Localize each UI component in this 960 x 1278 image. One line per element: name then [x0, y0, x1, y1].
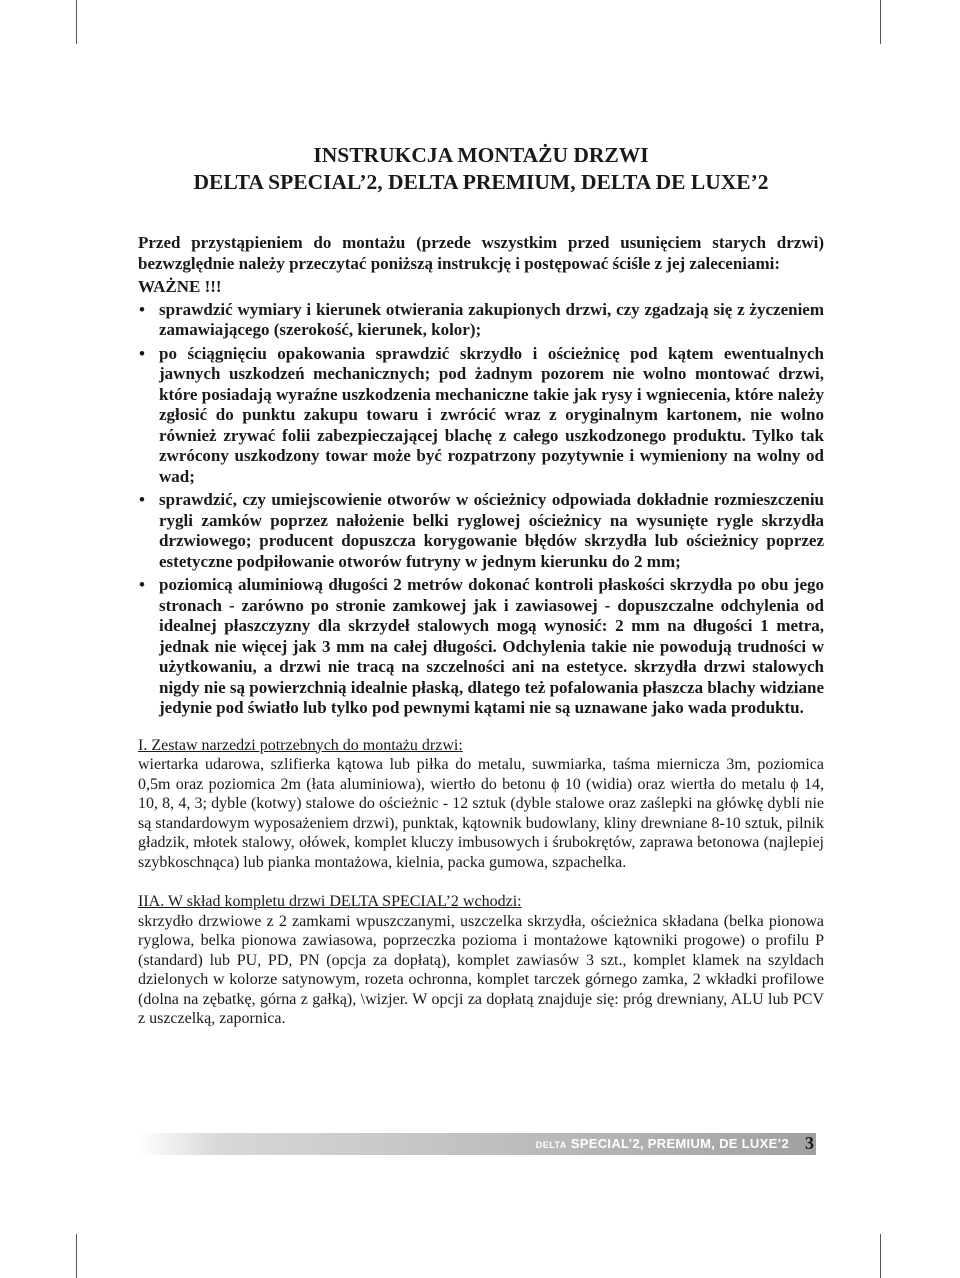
checklist — [138, 300, 824, 719]
bullet-icon: • — [139, 299, 145, 319]
title-line-1: INSTRUKCJA MONTAŻU DRZWI — [313, 143, 649, 167]
footer-brand: DELTA — [535, 1140, 567, 1150]
list-item — [138, 344, 824, 488]
bullet-icon: • — [139, 575, 145, 594]
list-item — [138, 575, 824, 719]
crop-mark — [76, 0, 77, 44]
bullet-icon: • — [139, 343, 145, 363]
tools-body: wiertarka udarowa, szlifierka kątowa lub piłka do metalu, suwmiarka, taśma miernicza 3m, poziomica 0,5m oraz poziomica 2m (łata aluminiowa), wiertło do betonu ϕ 10 (widia) oraz wiertła do metalu ϕ 14, 10, 8, 4, 3; dyble (kotwy) stalowe do ościeżnic - 12 sztuk (dyble stalowe oraz zaślepki na główkę dybli nie są standardowym wyposażeniem drzwi), punktak, kątownik budowlany, kliny drewniane 8-10 sztuk, pilnik gładzik, młotek stalowy, ołówek, komplet kluczy imbusowych i śrubokrętów, zaprawa betonowa (najlepiej szybkoschnąca) lub pianka montażowa, kielnia, packa gumowa, szpachelka. — [138, 756, 824, 871]
list-item-text: sprawdzić wymiary i kierunek otwierania zakupionych drzwi, czy zgadzają się z życzeniem zamawiającego (szerokość, kierunek, kolor); — [159, 299, 824, 339]
kit-contents-body: skrzydło drzwiowe z 2 zamkami wpuszczanymi, uszczelka skrzydła, ościeżnica składana (belka pionowa ryglowa, belka pionowa zawiasowa, poprzeczka pozioma i montażowe kątowniki progowe) o profilu P (standard) lub PU, PD, PN (opcja za dopłatą), komplet zawiasów 3 szt., komplet klamek na szyldach dzielonych w kolorze satynowym, rozeta ochronna, komplet tarczek górnego zamka, 2 wkładki profilowe (dolna na zębatkę, górna z gałką), \wizjer. W opcji za dopłatą znajduje się: próg drewniany, ALU lub PCV z uszczelką, zapornica. — [138, 912, 824, 1027]
list-item — [138, 300, 824, 341]
list-item-text: poziomicą aluminiową długości 2 metrów dokonać kontroli płaskości skrzydła po obu jego stronach - zarówno po stronie zamkowej jak i zawiasowej - dopuszczalne odchylenia od idealnej płaszczyzny dla skrzydeł stalowych mogą wynosić: 2 mm na długości 1 metra, jednak nie więcej jak 3 mm na całej długości. Odchylenia takie nie powodują trudności w użytkowaniu, a drzwi nie tracą na szczelności ani na estetyce. skrzydła drzwi stalowych nigdy nie są powierzchnią idealnie płaską, dlatego też pofalowania płaszcza blachy widziane jedynie pod światło lub tylko pod pewnymi kątami nie są uznawane jako wada produktu. — [159, 575, 824, 717]
crop-mark — [76, 1234, 77, 1278]
list-item-text: po ściągnięciu opakowania sprawdzić skrzydło i ościeżnicę pod kątem ewentualnych jawnych uszkodzeń mechanicznych; pod żadnym pozorem nie wolno montować drzwi, które posiadają wyraźne uszkodzenia mechaniczne takie jak rysy i wgniecenia, które należy zgłosić do punktu zakupu towaru i zwrócić wraz z oryginalnym kartonem, nie wolno również zrywać folii zabezpieczającej blachę z całego uszkodzonego produktu. Tylko tak zwrócony uszkodzony towar może być rozpatrzony pozytywnie i wymieniony na wolny od wad; — [159, 343, 824, 486]
list-item — [138, 490, 824, 572]
document-title — [138, 142, 824, 196]
page-footer — [138, 1133, 816, 1155]
tools-section — [138, 736, 824, 873]
page-number: 3 — [805, 1133, 814, 1153]
tools-heading: I. Zestaw narzedzi potrzebnych do montażu drzwi: — [138, 736, 463, 754]
important-label: WAŻNE !!! — [138, 277, 222, 296]
footer-models: SPECIAL’2, PREMIUM, DE LUXE’2 — [566, 1136, 789, 1151]
bullet-icon: • — [139, 490, 145, 509]
crop-mark — [880, 0, 881, 44]
crop-mark — [880, 1234, 881, 1278]
title-line-2: DELTA SPECIAL’2, DELTA PREMIUM, DELTA DE LUXE’2 — [193, 170, 769, 194]
kit-contents-heading: IIA. W skład kompletu drzwi DELTA SPECIAL’2 wchodzi: — [138, 893, 522, 910]
document-page — [138, 142, 824, 1029]
list-item-text: sprawdzić, czy umiejscowienie otworów w ościeżnicy odpowiada dokładnie rozmieszczeniu rygli zamków poprzez nałożenie belki ryglowej ościeżnicy na wysunięte rygle skrzydła drzwiowego; producent dopuszcza korygowanie błędów skrzydła lub ościeżnicy poprzez estetyczne podpiłowanie otworów futryny w jednym kierunku do 2 mm; — [159, 490, 824, 571]
footer-title — [536, 1136, 789, 1151]
kit-contents-section — [138, 892, 824, 1029]
intro-paragraph: Przed przystąpieniem do montażu (przede wszystkim przed usunięciem starych drzwi) bezwzględnie należy przeczytać poniższą instrukcję i postępować ściśle z jej zaleceniami: — [138, 233, 824, 273]
